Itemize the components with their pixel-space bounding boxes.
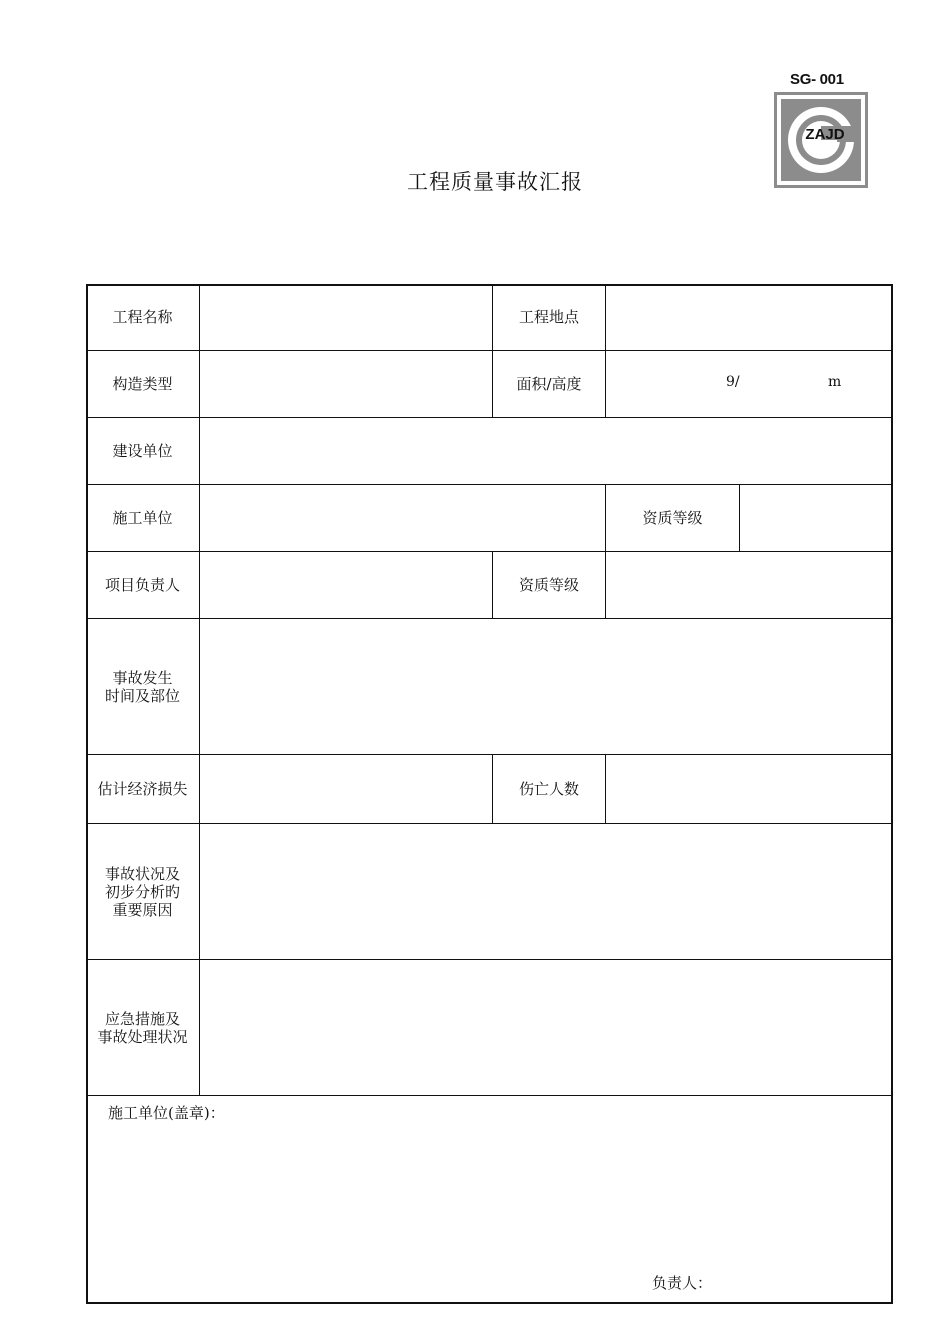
row-divider: [86, 1095, 893, 1096]
emergency-measures-field[interactable]: [200, 960, 893, 1095]
contractor-label: 施工单位: [112, 509, 173, 527]
casualties-label: 伤亡人数: [518, 780, 579, 798]
project-location-label: 工程地点: [518, 308, 579, 326]
structure-type-field[interactable]: [200, 351, 492, 417]
accident-time-place-label: 事故发生 时间及部位: [104, 668, 180, 705]
area-unit: 9/: [726, 374, 740, 390]
economic-loss-field[interactable]: [200, 755, 492, 823]
manager-qualification-field[interactable]: [606, 552, 893, 618]
accident-time-place-field[interactable]: [200, 619, 893, 754]
area-height-field[interactable]: [606, 351, 893, 417]
accident-analysis-label: 事故状况及 初步分析旳 重要原因: [104, 864, 180, 919]
contractor-qualification-field[interactable]: [740, 485, 893, 551]
responsible-person-label: 负责人：: [652, 1274, 713, 1292]
structure-type-label: 构造类型: [112, 375, 173, 393]
project-name-field[interactable]: [200, 284, 492, 350]
contractor-field[interactable]: [200, 485, 605, 551]
contractor-qualification-label: 资质等级: [642, 509, 703, 527]
economic-loss-label: 估计经济损失: [97, 780, 188, 798]
logo-lettering: ZAJD: [805, 126, 845, 143]
project-name-label: 工程名称: [112, 308, 173, 326]
form-code: SG- 001: [790, 71, 844, 88]
emergency-measures-label: 应急措施及 事故处理状况: [97, 1009, 188, 1046]
construction-owner-field[interactable]: [200, 418, 893, 484]
contractor-seal-label: 施工单位(盖章)：: [108, 1104, 225, 1122]
manager-qualification-label: 资质等级: [518, 576, 579, 594]
project-location-field[interactable]: [606, 284, 893, 350]
document-title: 工程质量事故汇报: [407, 170, 583, 194]
casualties-field[interactable]: [606, 755, 893, 823]
height-unit: m: [828, 374, 842, 390]
area-height-label: 面积/高度: [516, 375, 582, 393]
project-manager-label: 项目负责人: [104, 576, 180, 594]
construction-owner-label: 建设单位: [112, 442, 173, 460]
accident-analysis-field[interactable]: [200, 824, 893, 959]
project-manager-field[interactable]: [200, 552, 492, 618]
